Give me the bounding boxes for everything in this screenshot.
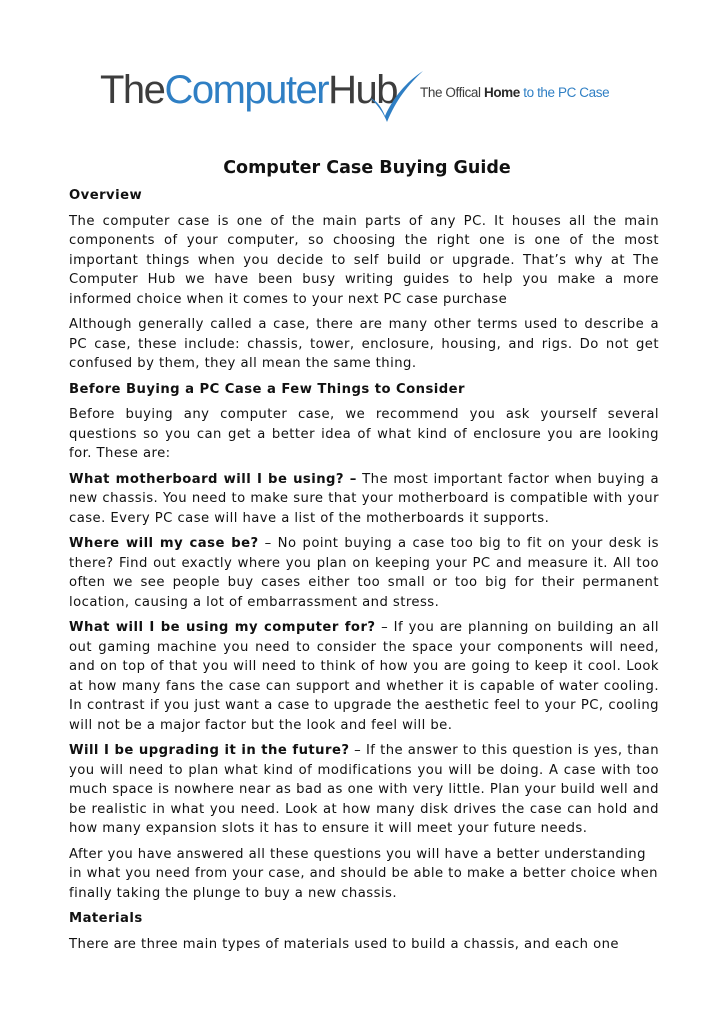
question-location-label: Where will my case be? bbox=[69, 536, 259, 551]
checkmark-icon bbox=[366, 68, 426, 124]
overview-heading: Overview bbox=[69, 188, 143, 203]
question-upgrade-label: Will I be upgrading it in the future? bbox=[69, 743, 350, 758]
after-paragraph: After you have answered all these questions you will have a better understanding in what you need from your case, and should be able to make a better choice when finally taking the plunge to buy a new chassis. bbox=[69, 846, 658, 901]
tagline-part2: Home bbox=[483, 85, 520, 100]
logo[interactable] bbox=[100, 68, 397, 113]
logo-computer: Computer bbox=[164, 68, 329, 112]
materials-heading: Materials bbox=[69, 911, 143, 926]
question-usage bbox=[69, 618, 659, 735]
question-usage-text: – If you are planning on building an all out gaming machine you need to consider the space your components will need, and on top of that you will need to think of how you are going to keep it cool. Look at how many fans the case can support and whether it is capable of water cooling. In contrast if you just want a case to upgrade the aesthetic feel to your PC, cooling will not be a major factor but the look and feel will be. bbox=[69, 620, 659, 733]
question-upgrade bbox=[69, 741, 659, 839]
overview-paragraph-2: Although generally called a case, there are many other terms used to describe a PC case, these include: chassis, tower, enclosure, housing, and rigs. Do not get confused by them, they all mean the same thing. bbox=[69, 317, 659, 371]
question-upgrade-text: – If the answer to this question is yes, than you will need to plan what kind of modifications you will be doing. A case with too much space is nowhere near as bad as one with very little. Plan your build well and be realistic in what you need. Look at how many disk drives the case can hold and how many expansion slots it has to ensure it will meet your future needs. bbox=[69, 743, 659, 836]
question-usage-label: What will I be using my computer for? bbox=[69, 620, 376, 635]
question-location-text: – No point buying a case too big to fit on your desk is there? Find out exactly where you plan on keeping your PC and measure it. All too often we see people buy cases either too small or too big for their permanent location, causing a lot of embarrassment and stress. bbox=[69, 536, 660, 610]
tagline-part1: The Offical bbox=[420, 85, 484, 100]
tagline bbox=[420, 85, 609, 100]
overview-paragraph-1: The computer case is one of the main parts of any PC. It houses all the main components of your computer, so choosing the right one is one of the most important things when you decide to self build or upgrade. That’s why at The Computer Hub we have been busy writing guides to help you make a more informed choice when it comes to your next PC case purchase bbox=[69, 213, 659, 307]
question-motherboard bbox=[69, 470, 659, 529]
tagline-part3: to the PC Case bbox=[519, 85, 610, 100]
before-buying-heading: Before Buying a PC Case a Few Things to Consider bbox=[69, 381, 465, 397]
site-header bbox=[100, 60, 660, 130]
question-location bbox=[69, 534, 659, 612]
document-title: Computer Case Buying Guide bbox=[223, 158, 511, 178]
materials-paragraph: There are three main types of materials used to build a chassis, and each one bbox=[69, 936, 619, 952]
question-motherboard-label: What motherboard will I be using? – bbox=[69, 471, 357, 487]
before-buying-paragraph: Before buying any computer case, we recommend you ask yourself several questions so you can get a better idea of what kind of enclosure you are looking for. These are: bbox=[69, 407, 659, 461]
logo-hub: Hub bbox=[328, 68, 397, 112]
logo-the: The bbox=[100, 68, 165, 112]
document-body bbox=[69, 186, 659, 960]
question-motherboard-text: The most important factor when buying a new chassis. You need to make sure that your motherboard is compatible with your case. Every PC case will have a list of the motherboards it supports. bbox=[69, 471, 659, 526]
